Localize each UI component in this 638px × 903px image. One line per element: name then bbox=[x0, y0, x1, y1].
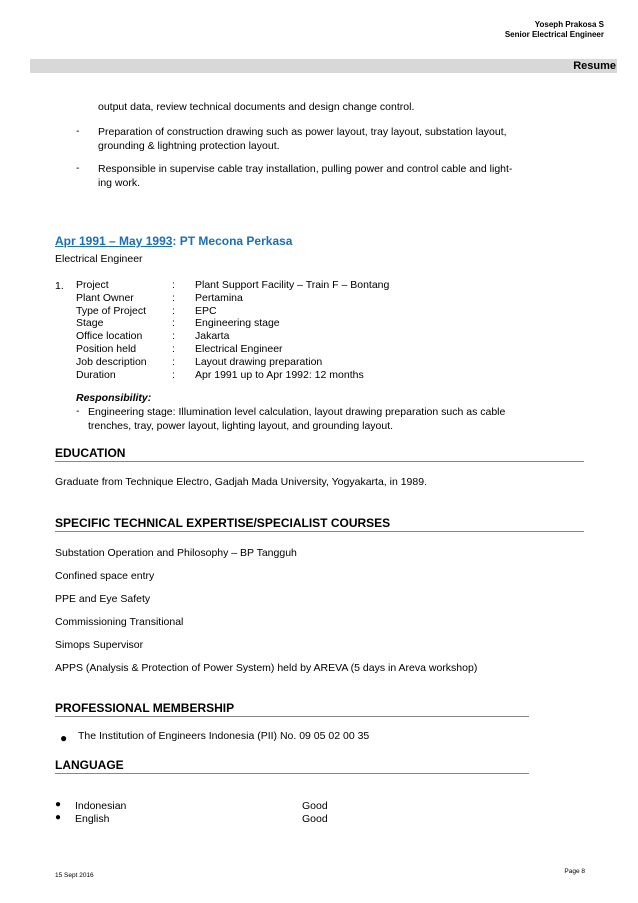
expertise-item: APPS (Analysis & Protection of Power System) held by AREVA (5 days in Areva workshop) bbox=[55, 662, 478, 674]
responsibility-title: Responsibility: bbox=[76, 392, 152, 404]
education-text: Graduate from Technique Electro, Gadjah Mada University, Yogyakarta, in 1989. bbox=[55, 476, 427, 488]
membership-text: The Institution of Engineers Indonesia (PII) No. 09 05 02 00 35 bbox=[78, 730, 370, 742]
section-title-expertise: SPECIFIC TECHNICAL EXPERTISE/SPECIALIST COURSES bbox=[55, 516, 391, 530]
header-name: Yoseph Prakosa S bbox=[534, 20, 604, 29]
section-title-education: EDUCATION bbox=[55, 446, 126, 460]
header-title: Senior Electrical Engineer bbox=[504, 30, 604, 39]
expertise-item: Simops Supervisor bbox=[55, 639, 144, 651]
detail-value: EPC bbox=[195, 304, 217, 317]
expertise-item: Commissioning Transitional bbox=[55, 616, 184, 628]
detail-separator: : bbox=[172, 304, 175, 317]
bullet-dot-icon: ● bbox=[55, 799, 62, 810]
detail-label: Duration bbox=[76, 368, 116, 381]
detail-value: Electrical Engineer bbox=[195, 343, 283, 355]
responsibility-line: Engineering stage: Illumination level calculation, layout drawing preparation such as cable bbox=[88, 406, 506, 418]
detail-separator: : bbox=[172, 330, 175, 343]
dash-bullet: - bbox=[76, 162, 80, 174]
footer-page: Page 8 bbox=[564, 868, 585, 875]
section-divider bbox=[55, 773, 529, 774]
bullet-line: ing work. bbox=[98, 177, 141, 189]
language-level: Good bbox=[302, 813, 328, 825]
expertise-item: Substation Operation and Philosophy – BP Tangguh bbox=[55, 547, 297, 559]
detail-label: Position held bbox=[76, 343, 137, 355]
detail-separator: : bbox=[172, 343, 175, 355]
bullet-line: Preparation of construction drawing such as power layout, tray layout, substation layout, bbox=[98, 126, 507, 138]
detail-separator: : bbox=[172, 317, 175, 330]
detail-value: Jakarta bbox=[195, 330, 230, 343]
expertise-item: Confined space entry bbox=[55, 570, 155, 582]
job-heading bbox=[55, 234, 292, 248]
detail-label: Plant Owner bbox=[76, 291, 134, 304]
section-title-language: LANGUAGE bbox=[55, 758, 124, 772]
language-name: Indonesian bbox=[75, 800, 127, 812]
section-title-membership: PROFESSIONAL MEMBERSHIP bbox=[55, 701, 235, 715]
detail-separator: : bbox=[172, 368, 175, 381]
language-name: English bbox=[75, 813, 110, 825]
section-label: Resume bbox=[573, 60, 616, 72]
continuation-line: output data, review technical documents and design change control. bbox=[98, 101, 415, 113]
detail-separator: : bbox=[172, 279, 175, 291]
dash-bullet: - bbox=[76, 125, 80, 137]
detail-label: Job description bbox=[76, 355, 147, 368]
detail-value: Engineering stage bbox=[195, 317, 280, 330]
detail-label: Project bbox=[76, 279, 109, 291]
detail-separator: : bbox=[172, 291, 175, 304]
detail-label: Stage bbox=[76, 317, 104, 330]
resume-bar bbox=[30, 59, 617, 73]
responsibility-line: trenches, tray, power layout, lighting layout, and grounding layout. bbox=[88, 420, 394, 432]
detail-value: Apr 1991 up to Apr 1992: 12 months bbox=[195, 368, 364, 381]
bullet-line: grounding & lightning protection layout. bbox=[98, 140, 280, 152]
job-company: : PT Mecona Perkasa bbox=[172, 234, 293, 248]
expertise-item: PPE and Eye Safety bbox=[55, 593, 151, 605]
detail-value: Plant Support Facility – Train F – Bontang bbox=[195, 279, 390, 291]
section-divider bbox=[55, 531, 584, 532]
section-divider bbox=[55, 716, 529, 717]
bullet-line: Responsible in supervise cable tray installation, pulling power and control cable and light- bbox=[98, 163, 513, 175]
detail-value: Layout drawing preparation bbox=[195, 355, 323, 368]
detail-label: Office location bbox=[76, 330, 143, 343]
detail-value: Pertamina bbox=[195, 291, 243, 304]
bullet-dot-icon: ● bbox=[60, 731, 68, 745]
language-level: Good bbox=[302, 800, 328, 812]
job-period: Apr 1991 – May 1993 bbox=[55, 234, 173, 248]
item-number: 1. bbox=[55, 280, 64, 292]
footer-date: 15 Sept 2016 bbox=[55, 872, 94, 879]
job-role: Electrical Engineer bbox=[55, 253, 143, 265]
detail-label: Type of Project bbox=[76, 304, 147, 317]
dash-bullet: - bbox=[76, 405, 80, 417]
section-divider bbox=[55, 461, 584, 462]
bullet-dot-icon: ● bbox=[55, 812, 62, 823]
detail-separator: : bbox=[172, 355, 175, 368]
